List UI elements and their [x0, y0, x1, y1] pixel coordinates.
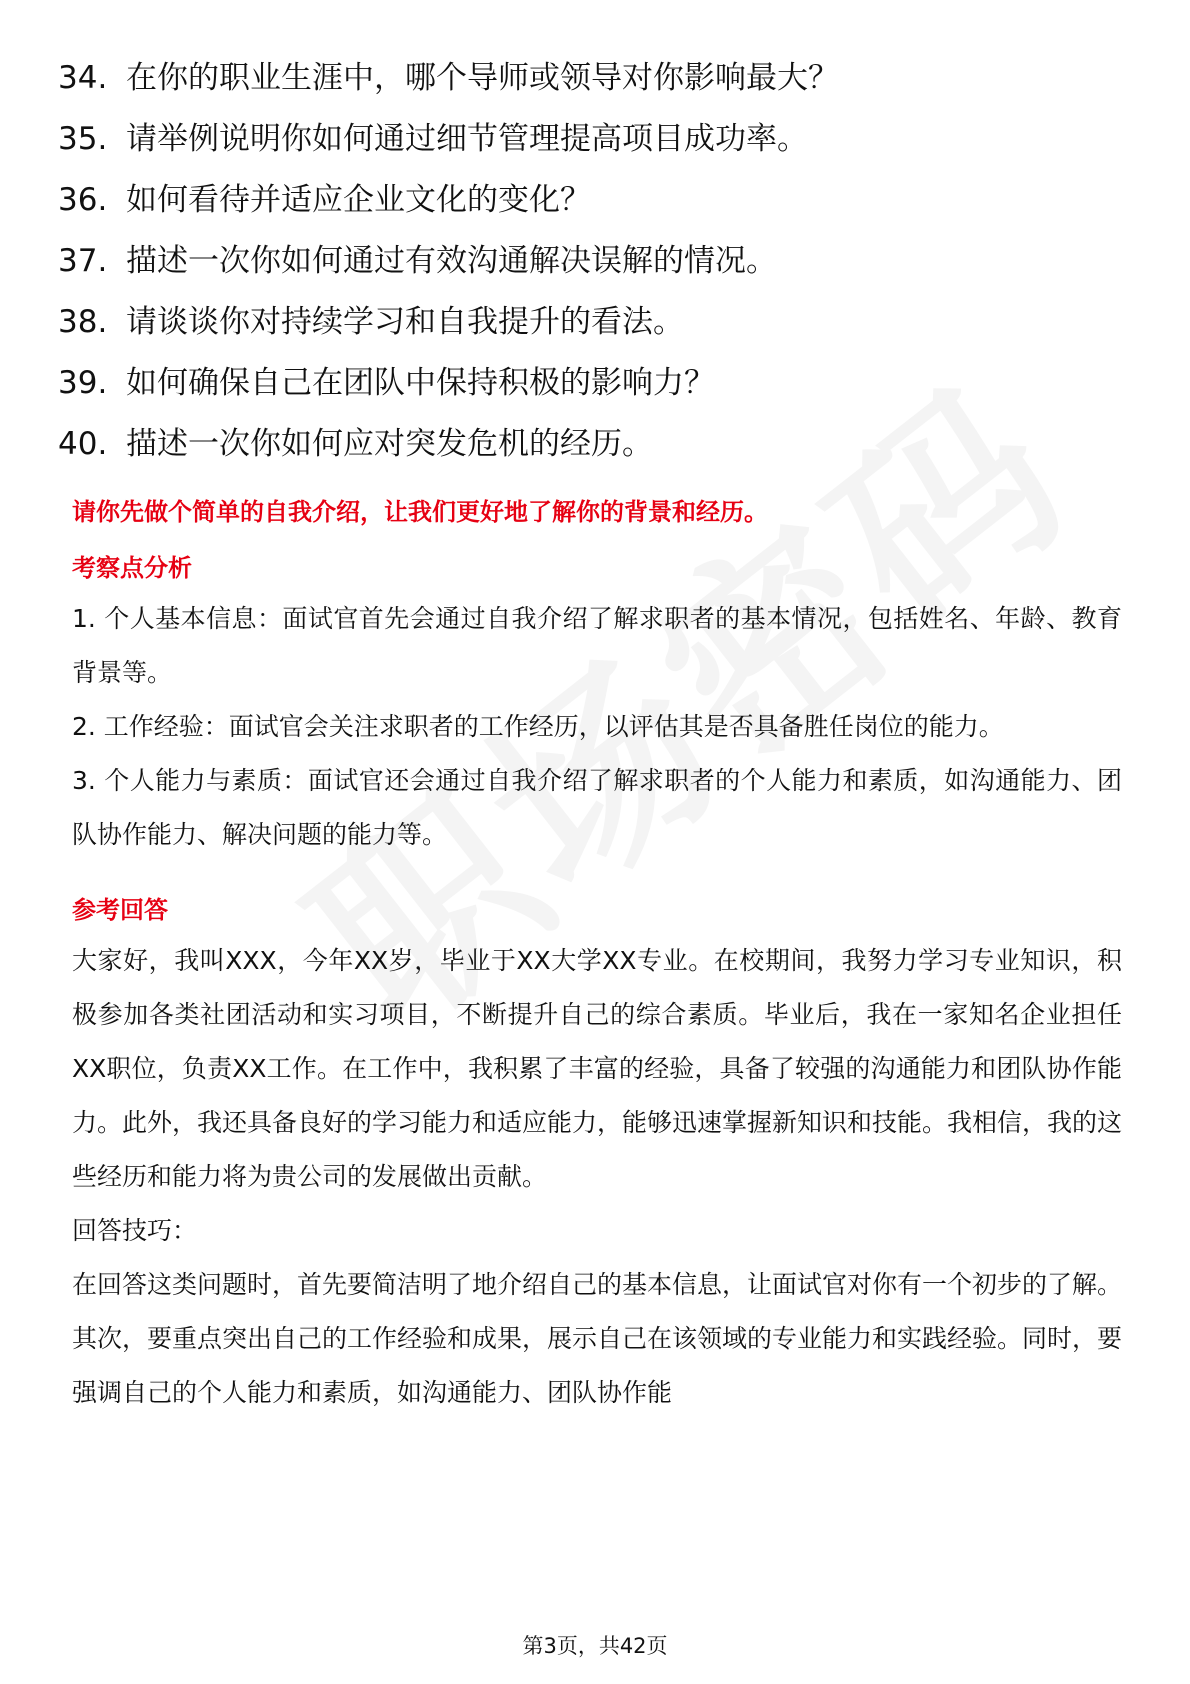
question-item [58, 414, 1128, 475]
question-text: 如何看待并适应企业文化的变化？ [126, 182, 591, 218]
question-text: 描述一次你如何通过有效沟通解决误解的情况。 [126, 243, 777, 279]
question-title: 请你先做个简单的自我介绍，让我们更好地了解你的背景和经历。 [72, 498, 768, 526]
question-item [58, 170, 1128, 231]
tips-text: 在回答这类问题时，首先要简洁明了地介绍自己的基本信息，让面试官对你有一个初步的了解。其次，要重点突出自己的工作经验和成果，展示自己在该领域的专业能力和实践经验。同时，要强调自己的个人能力和素质，如沟通能力、团队协作能 [72, 1270, 1123, 1407]
question-number: 40. [58, 426, 108, 462]
question-text: 描述一次你如何应对突发危机的经历。 [126, 426, 653, 462]
question-number: 35. [58, 121, 108, 157]
question-item [58, 48, 1128, 109]
reference-heading: 参考回答 [72, 896, 168, 924]
analysis-item: 2. 工作经验：面试官会关注求职者的工作经历，以评估其是否具备胜任岗位的能力。 [72, 712, 1004, 741]
page-footer: 第3页，共42页 [522, 1634, 668, 1658]
question-number: 34. [58, 60, 108, 96]
answer-section [72, 494, 1122, 1420]
question-list [58, 48, 1128, 475]
question-text: 在你的职业生涯中，哪个导师或领导对你影响最大？ [126, 60, 839, 96]
question-item [58, 109, 1128, 170]
tips-label: 回答技巧： [72, 1216, 198, 1245]
question-text: 请谈谈你对持续学习和自我提升的看法。 [126, 304, 684, 340]
question-item [58, 353, 1128, 414]
reference-answer: 大家好，我叫XXX，今年XX岁，毕业于XX大学XX专业。在校期间，我努力学习专业知识，积极参加各类社团活动和实习项目，不断提升自己的综合素质。毕业后，我在一家知名企业担任XX职位，负责XX工作。在工作中，我积累了丰富的经验，具备了较强的沟通能力和团队协作能力。此外，我还具备良好的学习能力和适应能力，能够迅速掌握新知识和技能。我相信，我的这些经历和能力将为贵公司的发展做出贡献。 [72, 946, 1123, 1191]
analysis-item: 3. 个人能力与素质：面试官还会通过自我介绍了解求职者的个人能力和素质，如沟通能力、团队协作能力、解决问题的能力等。 [72, 766, 1122, 849]
analysis-heading: 考察点分析 [72, 554, 192, 582]
question-number: 36. [58, 182, 108, 218]
question-text: 如何确保自己在团队中保持积极的影响力？ [126, 365, 715, 401]
question-number: 38. [58, 304, 108, 340]
analysis-item: 1. 个人基本信息：面试官首先会通过自我介绍了解求职者的基本情况，包括姓名、年龄、教育背景等。 [72, 604, 1122, 687]
question-number: 37. [58, 243, 108, 279]
question-item [58, 292, 1128, 353]
question-number: 39. [58, 365, 108, 401]
question-text: 请举例说明你如何通过细节管理提高项目成功率。 [126, 121, 808, 157]
question-item [58, 231, 1128, 292]
